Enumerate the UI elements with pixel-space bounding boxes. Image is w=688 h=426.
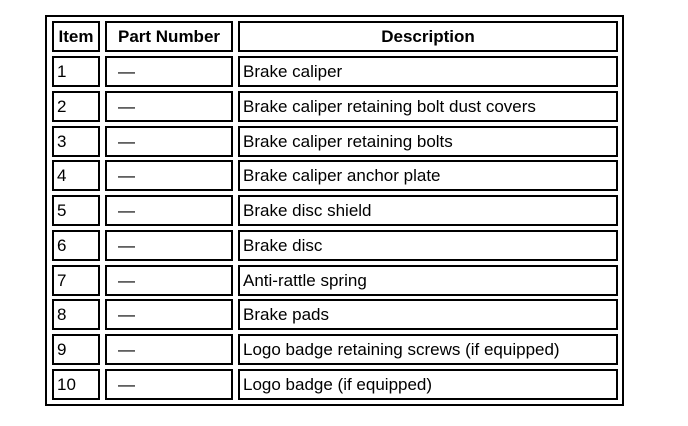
description-cell: Logo badge (if equipped) bbox=[238, 369, 618, 400]
part-number-cell: — bbox=[105, 265, 233, 296]
description-cell: Anti-rattle spring bbox=[238, 265, 618, 296]
item-cell: 3 bbox=[52, 126, 100, 157]
header-item: Item bbox=[52, 21, 100, 52]
item-cell: 2 bbox=[52, 91, 100, 122]
part-number-cell: — bbox=[105, 299, 233, 330]
header-part-number: Part Number bbox=[105, 21, 233, 52]
description-cell: Brake caliper bbox=[238, 56, 618, 87]
item-cell: 10 bbox=[52, 369, 100, 400]
part-number-cell: — bbox=[105, 195, 233, 226]
description-cell: Logo badge retaining screws (if equipped) bbox=[238, 334, 618, 365]
item-cell: 5 bbox=[52, 195, 100, 226]
description-cell: Brake caliper retaining bolts bbox=[238, 126, 618, 157]
part-number-cell: — bbox=[105, 369, 233, 400]
part-number-cell: — bbox=[105, 126, 233, 157]
description-cell: Brake caliper anchor plate bbox=[238, 160, 618, 191]
item-cell: 6 bbox=[52, 230, 100, 261]
item-cell: 7 bbox=[52, 265, 100, 296]
part-number-cell: — bbox=[105, 230, 233, 261]
part-number-cell: — bbox=[105, 160, 233, 191]
part-number-cell: — bbox=[105, 334, 233, 365]
part-number-cell: — bbox=[105, 56, 233, 87]
item-cell: 8 bbox=[52, 299, 100, 330]
part-number-cell: — bbox=[105, 91, 233, 122]
description-cell: Brake caliper retaining bolt dust covers bbox=[238, 91, 618, 122]
item-cell: 9 bbox=[52, 334, 100, 365]
item-cell: 4 bbox=[52, 160, 100, 191]
description-cell: Brake pads bbox=[238, 299, 618, 330]
description-cell: Brake disc bbox=[238, 230, 618, 261]
header-description: Description bbox=[238, 21, 618, 52]
description-cell: Brake disc shield bbox=[238, 195, 618, 226]
item-cell: 1 bbox=[52, 56, 100, 87]
